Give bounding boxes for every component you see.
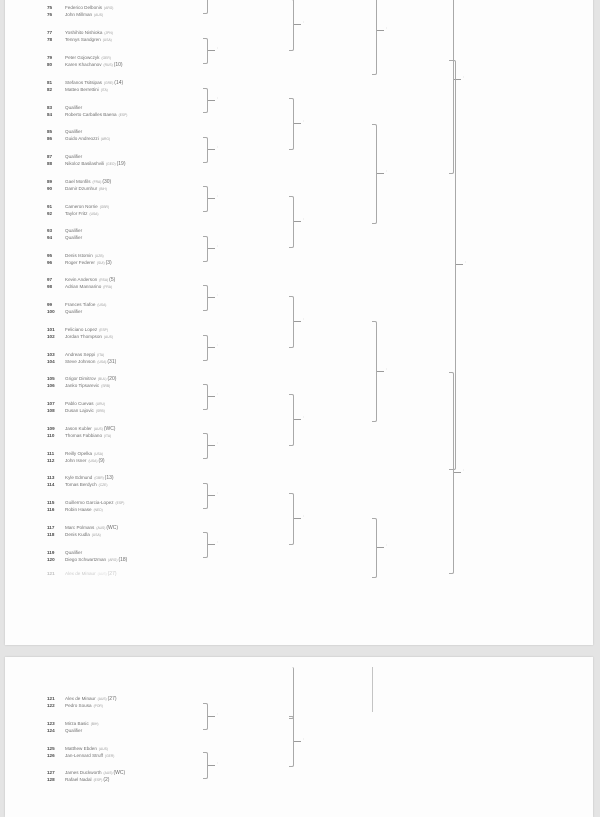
player-name-text: Nikoloz Basilashvili xyxy=(65,161,105,166)
player-name-text: Andreas Seppi xyxy=(65,352,96,357)
draw-position: 78 xyxy=(47,37,53,42)
player-name xyxy=(65,556,127,564)
bracket-tick xyxy=(454,472,461,473)
score-placeholder: : xyxy=(386,366,388,371)
player-name xyxy=(65,702,104,710)
bracket-tick xyxy=(377,371,384,372)
country-code: (AUS) xyxy=(97,572,107,576)
player-name xyxy=(65,61,123,69)
player-name xyxy=(65,506,104,514)
player-name xyxy=(65,185,108,193)
country-code: (AUS) xyxy=(97,697,107,701)
player-name-text: Feliciano Lopez xyxy=(65,327,98,332)
country-code: (GBR) xyxy=(94,476,104,480)
draw-position: 115 xyxy=(47,500,55,505)
draw-position: 123 xyxy=(47,721,55,726)
player-name-text: Steve Johnson xyxy=(65,359,96,364)
seed-badge: (5) xyxy=(109,277,116,283)
score-placeholder: : xyxy=(463,74,465,79)
country-code: (GER) xyxy=(101,56,111,60)
draw-position: 92 xyxy=(47,211,53,216)
r3-bracket xyxy=(289,667,294,719)
draw-position: 121 xyxy=(47,571,55,576)
seed-badge: (31) xyxy=(107,359,117,365)
player-name-text: Denis Istomin xyxy=(65,253,93,258)
player-name xyxy=(65,259,112,267)
seed-badge: (10) xyxy=(113,62,123,68)
player-name-text: Robin Haase xyxy=(65,507,92,512)
country-code: (ARG) xyxy=(104,6,114,10)
country-code: (CZE) xyxy=(98,483,108,487)
score-placeholder: : xyxy=(217,490,219,495)
score-placeholder: : xyxy=(217,342,219,347)
country-code: (RSA) xyxy=(99,278,109,282)
player-name-text: Mirza Basic xyxy=(65,721,89,726)
bracket-tick xyxy=(208,149,215,150)
player-name-text: Qualifier xyxy=(65,105,83,110)
player-name-text: Frances Tiafoe xyxy=(65,302,96,307)
player-name-text: Karen Khachanov xyxy=(65,62,102,67)
r1-bracket xyxy=(203,483,208,509)
draw-position: 94 xyxy=(47,235,53,240)
r3-bracket xyxy=(372,0,377,75)
score-placeholder: : xyxy=(303,19,305,24)
seed-badge: (WC) xyxy=(103,426,116,432)
player-name-text: Kyle Edmund xyxy=(65,475,93,480)
player-name-text: Qualifier xyxy=(65,309,83,314)
player-name-text: Janko Tipsarevic xyxy=(65,383,100,388)
bracket-tick xyxy=(377,547,384,548)
player-name xyxy=(65,382,111,390)
draw-page-1 xyxy=(5,0,593,645)
draw-position: 85 xyxy=(47,129,53,134)
player-name-text: Roberto Carballes Baena xyxy=(65,112,117,117)
bracket-tick xyxy=(208,248,215,249)
r2-bracket xyxy=(289,394,294,446)
bracket-tick xyxy=(208,716,215,717)
bracket-tick xyxy=(294,221,301,222)
draw-position: 102 xyxy=(47,334,55,339)
player-name xyxy=(65,358,116,366)
player-name-text: Cameron Norrie xyxy=(65,204,98,209)
bracket-tick xyxy=(208,396,215,397)
seed-badge: (WC) xyxy=(113,770,126,776)
seed-badge: (14) xyxy=(114,80,124,86)
draw-position: 88 xyxy=(47,161,53,166)
draw-position: 108 xyxy=(47,408,55,413)
country-code: (SUI) xyxy=(96,261,105,265)
r3-bracket xyxy=(372,518,377,578)
player-name-text: Kevin Anderson xyxy=(65,277,98,282)
player-name-text: Jason Kubler xyxy=(65,426,92,431)
player-name-text: Dusan Lajovic xyxy=(65,408,94,413)
player-name-text: Tomas Berdych xyxy=(65,482,97,487)
score-placeholder: : xyxy=(465,259,467,264)
r4-line xyxy=(372,667,373,712)
r1-bracket xyxy=(203,0,208,14)
draw-position: 97 xyxy=(47,277,53,282)
r1-bracket xyxy=(203,236,208,262)
country-code: (USA) xyxy=(91,533,101,537)
draw-position: 87 xyxy=(47,154,53,159)
draw-position: 95 xyxy=(47,253,53,258)
r1-bracket xyxy=(203,532,208,558)
draw-position: 116 xyxy=(47,507,55,512)
country-code: (ESP) xyxy=(99,328,108,332)
draw-position: 93 xyxy=(47,228,53,233)
bracket-tick xyxy=(377,30,384,31)
draw-position: 101 xyxy=(47,327,55,332)
country-code: (AUS) xyxy=(96,526,106,530)
country-code: (GER) xyxy=(104,754,115,758)
score-placeholder: : xyxy=(303,118,305,123)
country-code: (USA) xyxy=(94,452,104,456)
player-name xyxy=(65,210,99,218)
player-name xyxy=(65,776,109,784)
seed-badge: (20) xyxy=(107,376,117,382)
country-code: (JPN) xyxy=(104,31,113,35)
draw-position: 117 xyxy=(47,525,55,530)
player-name-text: John Isner xyxy=(65,458,87,463)
r1-bracket xyxy=(203,433,208,459)
player-name-text: Alex de Minaur xyxy=(65,696,96,701)
country-code: (AUS) xyxy=(98,747,108,751)
player-name-text: Peter Gojowczyk xyxy=(65,55,100,60)
score-placeholder: : xyxy=(386,25,388,30)
r3-bracket xyxy=(372,124,377,224)
country-code: (USA) xyxy=(102,38,112,42)
draw-position: 124 xyxy=(47,728,55,733)
seed-badge: (27) xyxy=(107,696,117,702)
country-code: (AUS) xyxy=(93,427,103,431)
seed-badge: (19) xyxy=(116,161,126,167)
country-code: (USA) xyxy=(97,303,107,307)
score-placeholder: : xyxy=(303,414,305,419)
country-code: (AUS) xyxy=(103,771,113,775)
score-placeholder: : xyxy=(217,292,219,297)
country-code: (UZB) xyxy=(94,254,104,258)
seed-badge: (13) xyxy=(104,475,114,481)
score-placeholder: : xyxy=(217,95,219,100)
bracket-tick xyxy=(456,264,463,265)
bracket-tick xyxy=(377,173,384,174)
draw-position: 118 xyxy=(47,532,55,537)
draw-position: 96 xyxy=(47,260,53,265)
score-placeholder: : xyxy=(217,760,219,765)
bracket-tick xyxy=(208,544,215,545)
score-placeholder: : xyxy=(217,243,219,248)
country-code: (BIH) xyxy=(99,187,107,191)
country-code: (NED) xyxy=(93,508,103,512)
draw-position: 119 xyxy=(47,550,55,555)
score-placeholder: : xyxy=(303,736,305,741)
player-name-text: Guillermo Garcia-Lopez xyxy=(65,500,114,505)
score-placeholder: : xyxy=(303,316,305,321)
seed-badge: (27) xyxy=(107,571,117,577)
draw-position: 91 xyxy=(47,204,53,209)
player-name-text: Roger Federer xyxy=(65,260,95,265)
player-name xyxy=(65,481,108,489)
player-name-text: Jordan Thompson xyxy=(65,334,102,339)
player-name-text: Yoshihito Nishioka xyxy=(65,30,103,35)
draw-position: 122 xyxy=(47,703,55,708)
seed-badge: (2) xyxy=(103,777,110,783)
draw-position: 112 xyxy=(47,458,55,463)
draw-position: 82 xyxy=(47,87,53,92)
draw-position: 104 xyxy=(47,359,55,364)
bracket-tick xyxy=(294,123,301,124)
player-name-text: Qualifier xyxy=(65,235,83,240)
draw-position: 99 xyxy=(47,302,53,307)
player-name-text: Qualifier xyxy=(65,550,83,555)
player-name-text: Rafael Nadal xyxy=(65,777,92,782)
player-name-text: Marc Polmans xyxy=(65,525,95,530)
player-name xyxy=(65,308,85,316)
draw-position: 86 xyxy=(47,136,53,141)
seed-badge: (18) xyxy=(118,557,128,563)
player-name xyxy=(65,283,113,291)
player-name-text: Gael Monfils xyxy=(65,179,91,184)
player-name xyxy=(65,432,112,440)
player-name-text: Qualifier xyxy=(65,228,83,233)
player-name xyxy=(65,36,113,44)
player-name-text: Jan-Lennard Struff xyxy=(65,753,103,758)
player-name-text: Matthew Ebden xyxy=(65,746,97,751)
r1-bracket xyxy=(203,186,208,212)
player-name xyxy=(65,727,85,735)
country-code: (FRA) xyxy=(92,180,102,184)
player-name xyxy=(65,531,102,539)
draw-position: 100 xyxy=(47,309,55,314)
country-code: (USA) xyxy=(88,459,98,463)
player-name-text: Guido Andreozzi xyxy=(65,136,99,141)
country-code: (SRB) xyxy=(101,384,111,388)
score-placeholder: : xyxy=(217,144,219,149)
qf-bracket xyxy=(449,60,456,470)
player-name-text: Stefanos Tsitsipas xyxy=(65,80,102,85)
draw-position: 77 xyxy=(47,30,53,35)
draw-position: 79 xyxy=(47,55,53,60)
player-name-text: Qualifier xyxy=(65,129,83,134)
draw-page-2 xyxy=(5,657,593,817)
player-name xyxy=(65,407,106,415)
bracket-tick xyxy=(208,100,215,101)
player-name xyxy=(65,111,128,119)
player-name xyxy=(65,86,109,94)
player-name-text: Adrian Mannarino xyxy=(65,284,102,289)
country-code: (RUS) xyxy=(103,63,113,67)
draw-position: 84 xyxy=(47,112,53,117)
player-name xyxy=(65,135,111,143)
player-name-text: John Millman xyxy=(65,12,93,17)
player-name-text: Alex de Minaur xyxy=(65,571,96,576)
player-name xyxy=(65,160,126,168)
bracket-tick xyxy=(208,765,215,766)
bracket-tick xyxy=(294,419,301,420)
player-name xyxy=(65,11,104,19)
player-name xyxy=(65,457,105,465)
player-name xyxy=(65,333,114,341)
r2-bracket xyxy=(289,493,294,545)
draw-position: 103 xyxy=(47,352,55,357)
draw-position: 113 xyxy=(47,475,55,480)
player-name-text: Matteo Berrettini xyxy=(65,87,99,92)
draw-position: 90 xyxy=(47,186,53,191)
seed-badge: (WC) xyxy=(106,525,119,531)
draw-position: 114 xyxy=(47,482,55,487)
draw-position: 80 xyxy=(47,62,53,67)
country-code: (ARG) xyxy=(108,558,118,562)
score-placeholder: : xyxy=(463,467,465,472)
country-code: (AUS) xyxy=(103,335,113,339)
r2-bracket xyxy=(289,296,294,348)
country-code: (AUS) xyxy=(94,13,104,17)
player-name-text: Tennys Sandgren xyxy=(65,37,101,42)
country-code: (ITA) xyxy=(97,353,105,357)
score-placeholder: : xyxy=(386,168,388,173)
draw-position: 109 xyxy=(47,426,55,431)
draw-position: 121 xyxy=(47,696,55,701)
country-code: (GEO) xyxy=(106,162,116,166)
draw-position: 76 xyxy=(47,12,53,17)
r2-bracket xyxy=(289,0,294,51)
player-name xyxy=(65,234,85,242)
draw-position: 81 xyxy=(47,80,53,85)
player-name-text: Taylor Fritz xyxy=(65,211,88,216)
player-name-text: Pablo Cuevas xyxy=(65,401,94,406)
player-name-text: Thomas Fabbiano xyxy=(65,433,103,438)
r1-bracket xyxy=(203,285,208,311)
country-code: (ESP) xyxy=(93,778,103,782)
bracket-tick xyxy=(294,518,301,519)
country-code: (URU) xyxy=(95,402,105,406)
score-placeholder: : xyxy=(217,711,219,716)
draw-position: 105 xyxy=(47,376,55,381)
r1-bracket xyxy=(203,38,208,64)
score-placeholder: : xyxy=(303,216,305,221)
score-placeholder: : xyxy=(217,391,219,396)
country-code: (BIH) xyxy=(90,722,99,726)
country-code: (ITA) xyxy=(100,88,108,92)
player-name-text: Federico Delbonis xyxy=(65,5,103,10)
score-placeholder: : xyxy=(386,542,388,547)
draw-position: 126 xyxy=(47,753,55,758)
draw-position: 110 xyxy=(47,433,55,438)
r2-bracket xyxy=(289,98,294,150)
country-code: (GBR) xyxy=(99,205,110,209)
score-placeholder: : xyxy=(217,45,219,50)
draw-position: 120 xyxy=(47,557,55,562)
country-code: (ARG) xyxy=(100,137,111,141)
score-placeholder: : xyxy=(217,539,219,544)
draw-position: 83 xyxy=(47,105,53,110)
r1-bracket xyxy=(203,137,208,163)
country-code: (FRA) xyxy=(103,285,113,289)
score-placeholder: : xyxy=(217,193,219,198)
draw-position: 106 xyxy=(47,383,55,388)
bracket-tick xyxy=(294,24,301,25)
bracket-tick xyxy=(208,297,215,298)
player-name-text: Grigor Dimitrov xyxy=(65,376,96,381)
draw-position: 111 xyxy=(47,451,55,456)
draw-position: 127 xyxy=(47,770,55,775)
country-code: (USA) xyxy=(97,360,107,364)
seed-badge: (3) xyxy=(105,260,112,266)
player-name-text: Qualifier xyxy=(65,728,83,733)
draw-position: 75 xyxy=(47,5,53,10)
country-code: (USA) xyxy=(89,212,99,216)
bracket-tick xyxy=(208,495,215,496)
bracket-tick xyxy=(208,347,215,348)
country-code: (BUL) xyxy=(97,377,107,381)
country-code: (POR) xyxy=(93,704,103,708)
draw-position: 125 xyxy=(47,746,55,751)
player-name-text: Pedro Sousa xyxy=(65,703,92,708)
player-name-text: Qualifier xyxy=(65,154,83,159)
bracket-tick xyxy=(294,321,301,322)
draw-position: 98 xyxy=(47,284,53,289)
country-code: (ITA) xyxy=(104,434,112,438)
score-placeholder: : xyxy=(217,440,219,445)
r1-bracket xyxy=(203,384,208,410)
country-code: (SRB) xyxy=(95,409,105,413)
player-name-text: Diego Schwartzman xyxy=(65,557,107,562)
bracket-tick xyxy=(208,445,215,446)
score-placeholder: : xyxy=(303,513,305,518)
draw-position: 128 xyxy=(47,777,55,782)
player-name xyxy=(65,752,115,760)
country-code: (GRE) xyxy=(103,81,114,85)
player-name-text: Reilly Opelka xyxy=(65,451,93,456)
draw-position: 107 xyxy=(47,401,55,406)
seed-badge: (9) xyxy=(98,458,105,464)
bracket-tick xyxy=(208,50,215,51)
seed-badge: (30) xyxy=(102,179,112,185)
r2-bracket xyxy=(289,196,294,248)
bracket-tick xyxy=(208,198,215,199)
r1-bracket xyxy=(203,335,208,361)
bracket-tick xyxy=(294,741,301,742)
player-name-text: Denis Kudla xyxy=(65,532,90,537)
player-name xyxy=(65,570,117,578)
country-code: (ESP) xyxy=(118,113,128,117)
player-name-text: James Duckworth xyxy=(65,770,102,775)
country-code: (ESP) xyxy=(115,501,125,505)
player-name-text: Damir Dzumhur xyxy=(65,186,98,191)
draw-position: 89 xyxy=(47,179,53,184)
